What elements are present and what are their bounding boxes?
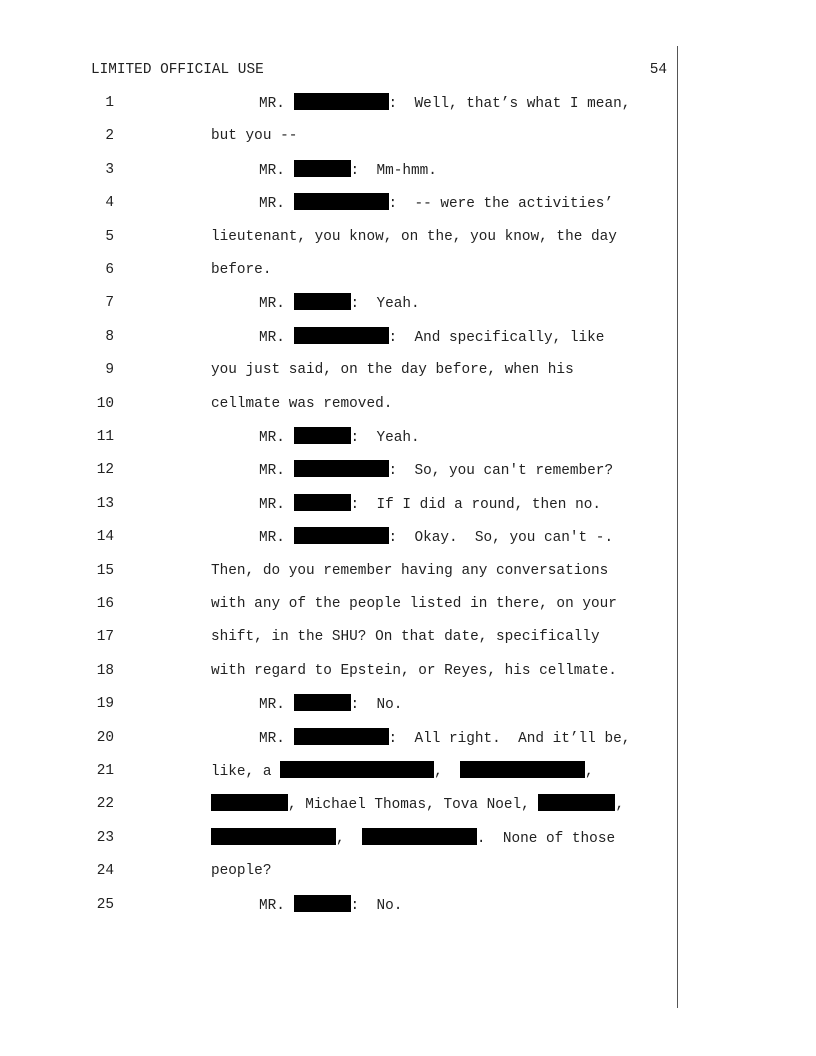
text-segment: like, a [211,764,281,780]
redaction-box [362,828,477,845]
line-text [259,460,613,481]
redaction-box [294,160,351,177]
line-number: 14 [96,529,114,546]
transcript-line [0,193,680,213]
page-number: 54 [649,62,667,78]
transcript-line [0,260,680,280]
line-text [259,293,420,314]
text-segment: MR. [259,697,294,714]
text-segment: cellmate was removed. [211,395,393,412]
line-number: 10 [96,395,114,412]
line-text [211,260,271,280]
line-text [211,360,574,380]
line-number: 6 [105,262,114,278]
text-segment: MR. [259,196,294,213]
line-text [259,160,437,181]
text-segment: . None of those [476,830,616,847]
text-segment: MR. [259,496,294,513]
line-text [259,694,402,715]
text-segment: MR. [259,329,294,346]
text-segment: but you -- [211,128,298,145]
line-text [259,728,630,749]
transcript-line [0,627,680,647]
line-text [211,761,594,782]
transcript-line [0,227,680,247]
text-segment: MR. [259,463,294,480]
line-text [211,661,617,681]
redaction-box [294,895,351,912]
transcript-line [0,861,680,881]
line-number: 25 [96,896,114,913]
text-segment: MR. [259,730,294,747]
text-segment: : No. [350,897,403,914]
text-segment: : Mm-hmm. [350,162,437,179]
transcript-line [0,694,680,714]
redaction-box [538,794,615,811]
line-text [211,627,600,647]
redaction-box [294,728,389,745]
redaction-box [294,460,389,477]
line-text [211,561,608,581]
text-segment: lieutenant, you know, on the, you know, the day [211,228,617,245]
line-text [211,594,617,614]
line-number: 20 [96,729,114,746]
transcript-line [0,93,680,113]
text-segment: : So, you can't remember? [388,463,614,480]
text-segment: : Yeah. [350,296,420,313]
line-number: 2 [105,128,114,145]
transcript-line [0,494,680,514]
redaction-box [294,694,351,711]
line-text [259,327,604,348]
line-text [259,93,630,114]
transcript-line [0,794,680,814]
line-text [259,895,402,916]
text-segment: MR. [259,296,294,313]
text-segment: with any of the people listed in there, on your [211,596,617,612]
text-segment: people? [211,863,272,880]
text-segment: , Michael Thomas, Tova Noel, [288,797,539,814]
line-number: 22 [96,796,114,813]
redaction-box [460,761,585,778]
text-segment: , [434,764,461,780]
line-text [211,126,297,146]
transcript-line [0,327,680,347]
text-segment: before. [211,262,272,278]
text-segment: MR. [259,430,294,446]
line-number: 1 [105,95,114,111]
transcript-line [0,394,680,414]
text-segment: MR. [259,162,294,179]
transcript-line [0,828,680,848]
line-number: 18 [96,662,114,679]
line-text [211,227,617,247]
transcript-line [0,895,680,915]
line-number: 12 [96,462,114,479]
line-text [211,861,271,881]
transcript-line [0,527,680,547]
text-segment: MR. [259,96,294,112]
transcript-line [0,293,680,313]
text-segment: : -- were the activities’ [388,196,614,213]
line-number: 15 [96,562,114,579]
text-segment: : And specifically, like [388,329,605,346]
line-number: 21 [96,763,114,779]
line-number: 23 [96,829,114,846]
classification-header: LIMITED OFFICIAL USE [91,62,264,78]
text-segment: , [585,764,594,780]
redaction-box [294,427,351,444]
transcript-line [0,661,680,681]
line-number: 16 [96,596,114,612]
text-segment: you just said, on the day before, when his [211,362,574,379]
redaction-box [211,794,288,811]
transcript-line [0,126,680,146]
text-segment: shift, in the SHU? On that date, specifically [211,629,600,646]
transcript-line [0,561,680,581]
redaction-box [211,828,336,845]
line-text [211,794,624,815]
transcript-line [0,594,680,614]
text-segment: , [336,830,362,847]
transcript-line [0,160,680,180]
redaction-box [294,327,389,344]
line-text [211,828,615,849]
line-number: 3 [105,161,114,178]
text-segment: : If I did a round, then no. [350,496,601,513]
line-text [211,394,392,414]
text-segment: : Yeah. [350,430,420,446]
line-number: 5 [105,228,114,245]
line-number: 4 [105,195,114,212]
line-number: 7 [105,295,114,312]
text-segment: MR. [259,897,294,914]
line-number: 24 [96,863,114,880]
line-number: 17 [96,629,114,646]
line-number: 9 [105,362,114,379]
transcript-line [0,360,680,380]
line-text [259,494,601,515]
text-segment: : All right. And it’ll be, [388,730,631,747]
text-segment: with regard to Epstein, or Reyes, his cellmate. [211,662,617,679]
text-segment: : No. [350,697,403,714]
text-segment: , [615,797,625,814]
transcript-line [0,427,680,447]
redaction-box [294,93,389,110]
line-number: 11 [96,429,114,445]
line-number: 19 [96,696,114,713]
transcript-line [0,460,680,480]
text-segment: Then, do you remember having any conversations [211,562,609,579]
redaction-box [294,293,351,310]
redaction-box [294,193,389,210]
redaction-box [294,527,389,544]
line-number: 8 [105,328,114,345]
text-segment: MR. [259,530,294,547]
line-number: 13 [96,495,114,512]
redaction-box [280,761,434,778]
line-text [259,193,613,214]
text-segment: : Well, that’s what I mean, [388,96,631,112]
redaction-box [294,494,351,511]
text-segment: : Okay. So, you can't -. [388,530,614,547]
transcript-line [0,761,680,781]
transcript-line [0,728,680,748]
line-text [259,427,420,448]
line-text [259,527,613,548]
